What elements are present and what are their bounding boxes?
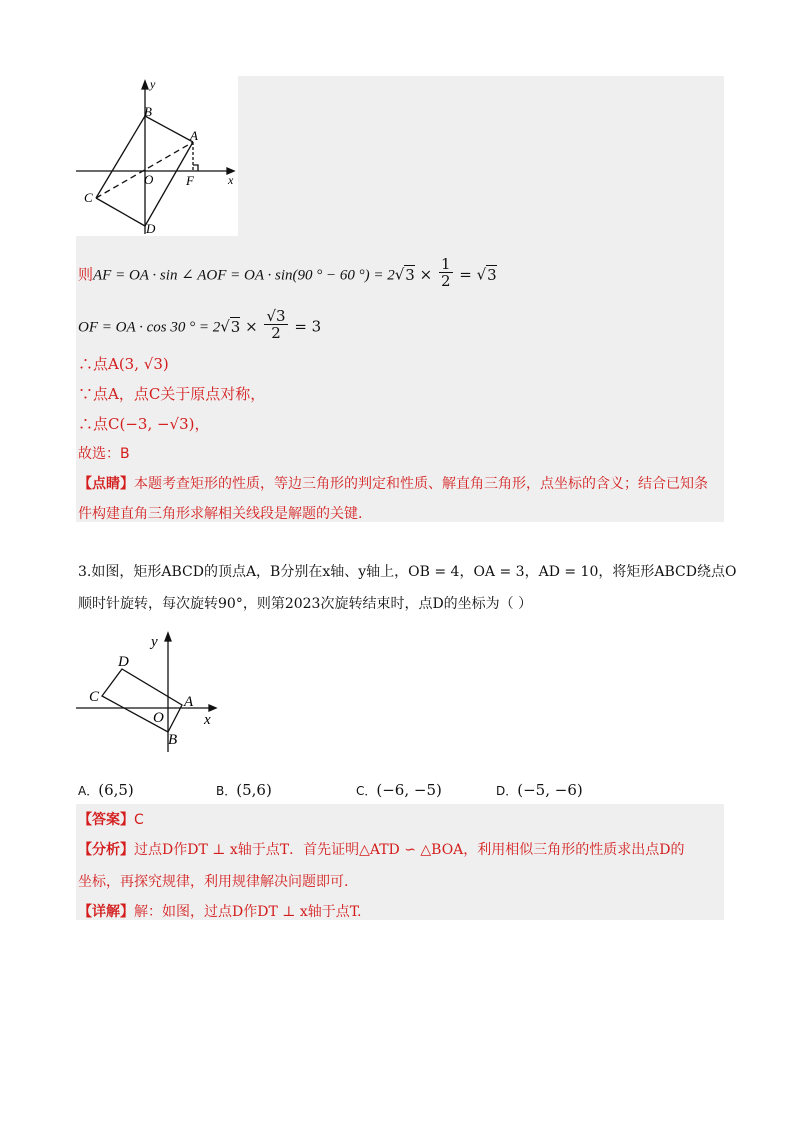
option-a [78, 780, 134, 801]
y-axis-arrow-2 [165, 633, 171, 641]
y-axis-arrow [142, 81, 148, 89]
option-b-letter: B． [216, 784, 237, 798]
label-x: x [228, 173, 234, 187]
af-eq: = [454, 265, 477, 284]
figure-1-svg [76, 76, 238, 236]
label-D-2: D [118, 654, 129, 670]
label-B-2: B [168, 732, 178, 748]
analysis-text-1: 过点D作DT ⊥ x轴于点T．首先证明△ATD ∽ △BOA，利用相似三角形的性质求出点D的 [134, 842, 685, 858]
detail-label: 【详解】 [78, 904, 134, 920]
of-fraction [264, 308, 287, 341]
option-c [356, 780, 442, 801]
option-d [496, 780, 583, 801]
of-expression: OF = OA · cos 30 ° = 2 [78, 319, 221, 336]
label-C: C [84, 190, 93, 205]
symmetric-line: ∵点A，点C关于原点对称， [78, 385, 266, 403]
segment-CB [96, 116, 145, 198]
af-fraction-num: 1 [440, 255, 451, 273]
answer-label: 【答案】 [78, 812, 134, 828]
label-O: O [144, 172, 154, 187]
of-line [78, 307, 322, 342]
option-a-letter: A． [78, 784, 99, 798]
label-x-2: x [204, 712, 211, 728]
af-sqrt-sign-b: √ [476, 265, 487, 284]
point-a-line: ∴点A(3, √3) [78, 355, 169, 373]
label-y-2: y [151, 634, 158, 650]
detail-text: 解：如图，过点D作DT ⊥ x轴于点T. [134, 904, 362, 920]
analysis-label: 【分析】 [78, 842, 134, 858]
of-sqrt-value: 3 [230, 317, 241, 336]
point-c-line: ∴点C(−3, −√3)， [78, 415, 210, 433]
option-d-letter: D． [496, 784, 518, 798]
label-B: B [144, 104, 152, 119]
of-times: × [240, 317, 263, 336]
answer-line [78, 810, 144, 830]
answer-value: C [134, 812, 144, 828]
af-times: × [414, 265, 437, 284]
of-fraction-den: 2 [271, 324, 281, 342]
question3-line-2: 顺时针旋转，每次旋转90°，则第2023次旋转结束时，点D的坐标为（ ） [78, 596, 533, 612]
analysis-line-1 [78, 840, 685, 860]
af-sqrt-sign: √ [394, 265, 405, 284]
comment-text-1: 本题考查矩形的性质，等边三角形的判定和性质、解直角三角形，点坐标的含义；结合已知条 [134, 476, 708, 492]
af-fraction-den: 2 [440, 272, 451, 290]
option-c-letter: C． [356, 784, 377, 798]
figure-2 [76, 628, 236, 754]
option-c-value: (−6, −5) [376, 781, 442, 799]
comment-line-1 [78, 474, 708, 494]
label-y: y [150, 77, 156, 91]
label-D: D [146, 221, 156, 236]
option-b [216, 780, 272, 801]
question3-line-1: 3.如图，矩形ABCD的顶点A，B分别在x轴、y轴上，OB = 4，OA = 3，AD = 10，将矩形ABCD绕点O [78, 564, 737, 580]
analysis-line-2: 坐标，再探究规律，利用规律解决问题即可. [78, 874, 349, 890]
of-sqrt-sign: √ [220, 317, 230, 336]
choice-line: 故选：B [78, 446, 130, 462]
label-A-2: A [184, 694, 194, 710]
right-angle-mark [193, 165, 198, 171]
option-a-value: (6,5) [98, 781, 134, 799]
x-axis-arrow-2 [209, 705, 216, 711]
of-result: = 3 [289, 317, 322, 336]
comment-line-2: 件构建直角三角形求解相关线段是解题的关键. [78, 506, 363, 522]
option-b-value: (5,6) [236, 781, 272, 799]
label-F: F [186, 173, 194, 188]
af-sqrt-value: 3 [405, 265, 415, 284]
af-line [78, 255, 497, 290]
segment-BA [145, 116, 193, 142]
af-prefix: 则 [78, 265, 94, 284]
detail-line [78, 902, 361, 922]
of-fraction-num: √3 [266, 307, 286, 325]
rectangle-ABCD [102, 669, 182, 732]
comment-label: 【点睛】 [78, 476, 134, 492]
label-A: A [190, 128, 198, 143]
af-expression: AF = OA · sin ∠ AOF = OA · sin(90 ° − 60 °) = 2 [93, 267, 395, 284]
af-fraction [439, 256, 453, 289]
label-C-2: C [89, 689, 100, 705]
label-O-2: O [153, 710, 164, 726]
segment-DC [96, 198, 145, 226]
af-sqrt-value-b: 3 [487, 265, 497, 284]
figure-2-svg [76, 628, 236, 754]
option-d-value: (−5, −6) [517, 781, 583, 799]
figure-1 [76, 76, 238, 236]
